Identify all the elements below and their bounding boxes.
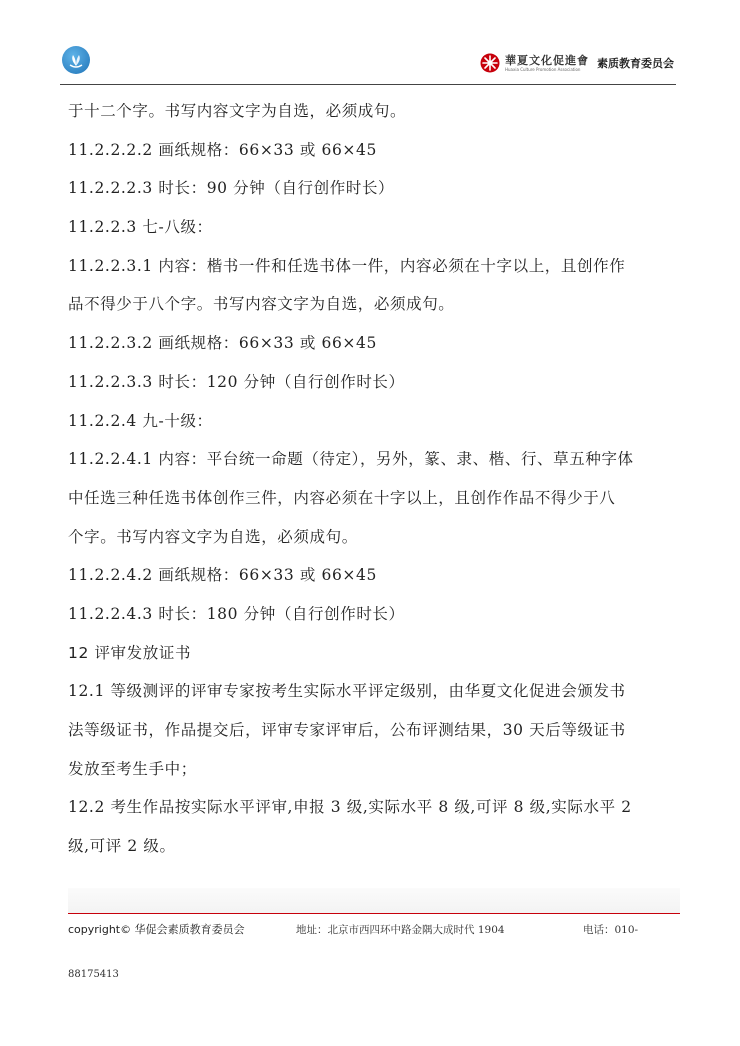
brand-emblem-icon	[479, 52, 501, 74]
text-line: 于十二个字。书写内容文字为自选，必须成句。	[68, 102, 407, 120]
footer-phone: 电话：010-	[583, 924, 639, 936]
text-line: 发放至考生手中；	[68, 759, 197, 778]
brand-name-en: Huaxia Culture Promotion Association	[505, 66, 581, 72]
committee-name: 素质教育委员会	[597, 57, 674, 70]
text-line: 级,可评 2 级。	[68, 837, 176, 856]
text-line: 11.2.2.3.1 内容：楷书一件和任选书体一件，内容必须在十字以上，且创作作	[68, 256, 626, 275]
text-line: 11.2.2.4.3 时长：180 分钟（自行创作时长）	[68, 604, 405, 623]
footer-phone-number: 88175413	[68, 969, 119, 980]
footer-address: 地址：北京市西四环中路金隅大成时代 1904	[296, 924, 505, 936]
section-heading: 11.2.2.3 七-八级：	[68, 218, 213, 237]
footer-divider	[68, 913, 680, 914]
organization-logo-icon	[62, 46, 90, 74]
text-line: 中任选三种任选书体创作三件，内容必须在十字以上，且创作作品不得少于八	[68, 488, 616, 507]
text-line: 11.2.2.3.2 画纸规格：66×33 或 66×45	[68, 334, 377, 353]
text-line: 11.2.2.2.2 画纸规格：66×33 或 66×45	[68, 140, 377, 159]
text-line: 11.2.2.3.3 时长：120 分钟（自行创作时长）	[68, 372, 405, 391]
section-heading: 12 评审发放证书	[68, 643, 192, 662]
text-line: 12.1 等级测评的评审专家按考生实际水平评定级别，由华夏文化促进会颁发书	[68, 682, 626, 701]
brand-block	[479, 48, 674, 78]
text-line: 11.2.2.2.3 时长：90 分钟（自行创作时长）	[68, 179, 395, 198]
text-line: 11.2.2.4.2 画纸规格：66×33 或 66×45	[68, 566, 377, 585]
page-header	[60, 40, 676, 85]
document-body	[68, 92, 680, 866]
footer-band	[68, 888, 680, 914]
text-line: 个字。书写内容文字为自选，必须成句。	[68, 527, 358, 546]
text-line: 品不得少于八个字。书写内容文字为自选，必须成句。	[68, 295, 455, 314]
text-line: 11.2.2.4.1 内容：平台统一命题（待定），另外，篆、隶、楷、行、草五种字体	[68, 450, 634, 469]
text-line: 12.2 考生作品按实际水平评审,申报 3 级,实际水平 8 级,可评 8 级,实际水平 2	[68, 798, 632, 817]
section-heading: 11.2.2.4 九-十级：	[68, 411, 213, 430]
text-line: 法等级证书，作品提交后，评审专家评审后，公布评测结果，30 天后等级证书	[68, 721, 626, 739]
brand-name-cn: 華夏文化促進會	[505, 53, 589, 67]
footer-copyright: copyright© 华促会素质教育委员会	[68, 923, 245, 936]
